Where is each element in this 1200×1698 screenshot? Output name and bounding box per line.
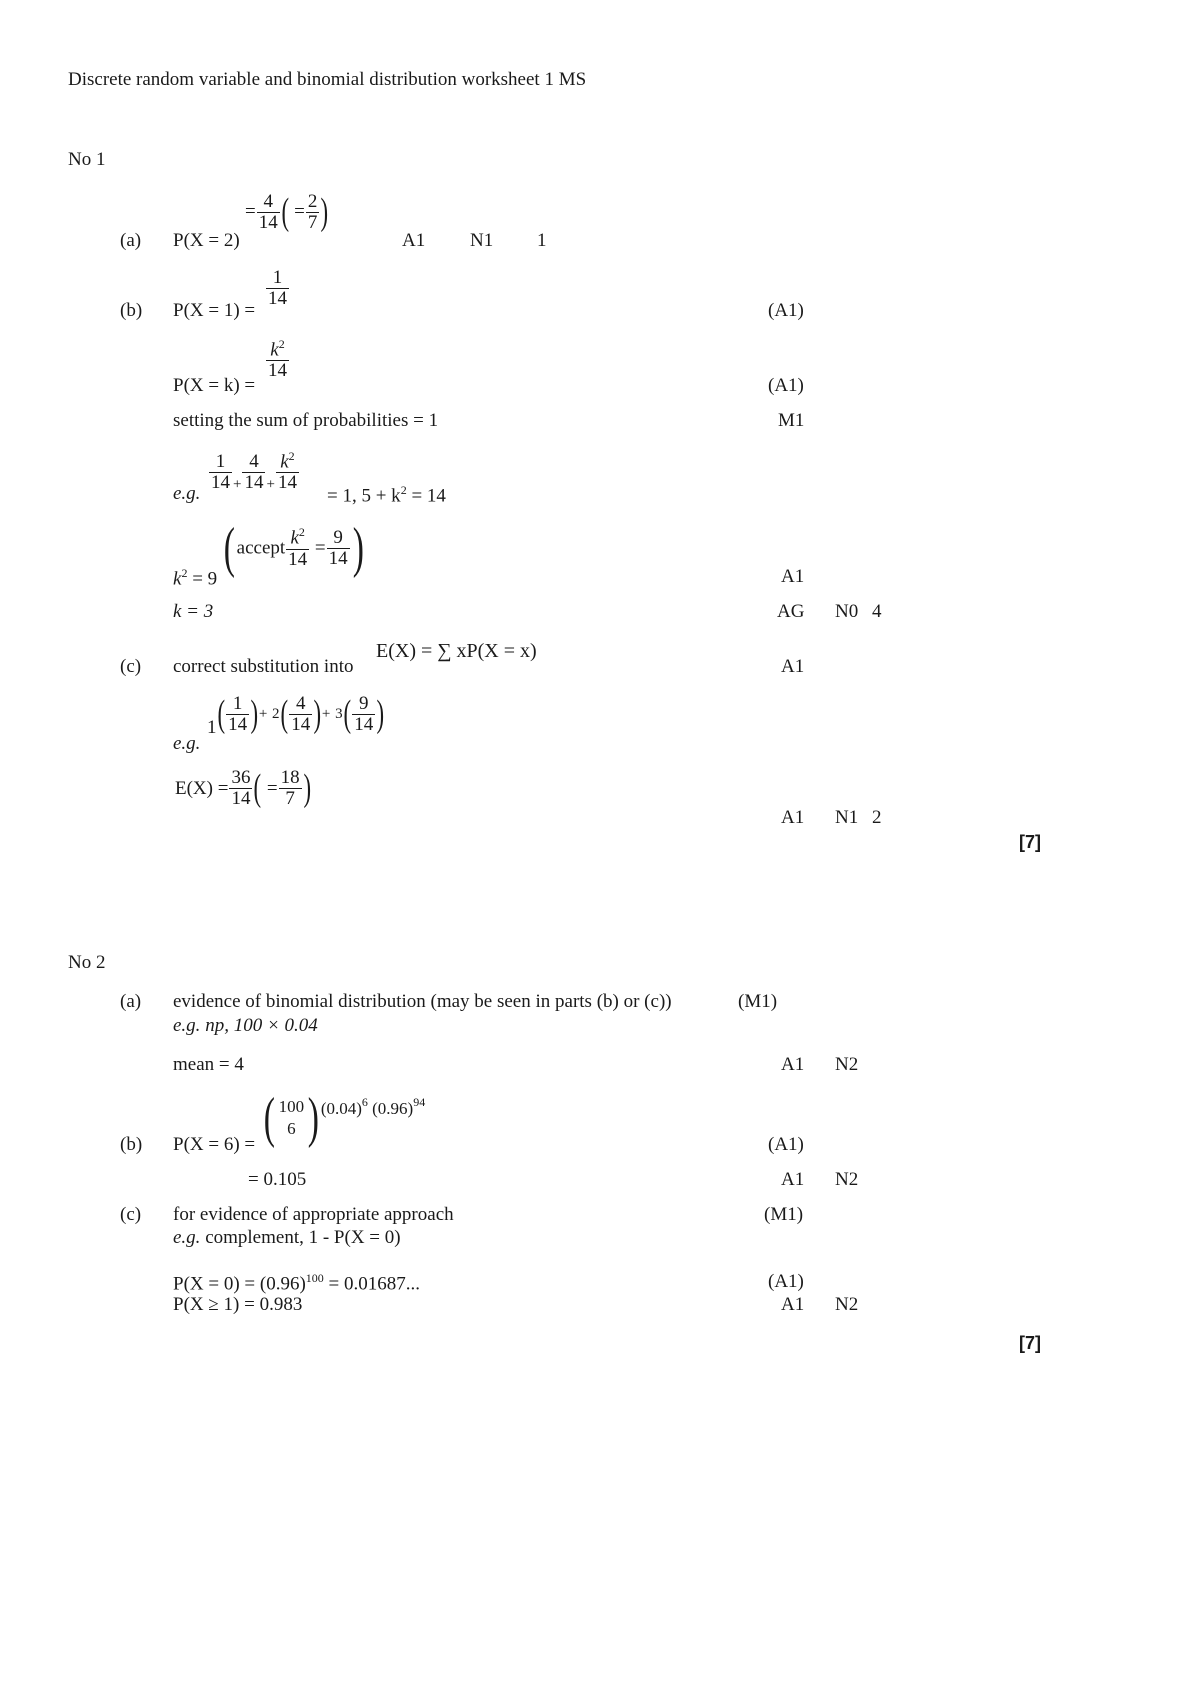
q1b-line1-mark: (A1) [768,300,804,321]
q1b-line2-lhs: P(X = k) = [173,375,256,396]
q2a-eg-line: e.g. np, 100 × 0.04 [173,1015,318,1036]
q1c-eg-expression: 1( $\frac{1}{14}$ )+ 2( $\frac{4}{14}$ )+ 3( $\frac{9}{14}$ ) [207,693,385,738]
q1a-mark-2: N1 [470,230,494,251]
q1c-mark-1: A1 [781,807,805,828]
q1a-alt-num: 2 [307,191,318,212]
q1-part-b-label: (b) [120,300,143,321]
document-title: Discrete random variable and binomial distribution worksheet 1 MS [68,69,587,90]
q2b-mark-2: A1 [781,1169,805,1190]
q1b-eg-sum: $\frac{1}{14}$ + $\frac{4}{14}$ + $\frac{k^2}{14}$ [211,449,297,494]
q1c-formula: E(X) = ∑ xP(X = x) [376,640,537,662]
q2c-line3-mark: (A1) [768,1271,804,1292]
q1-total-marks: [7] [1019,832,1041,852]
q1a-den: 14 [258,211,278,233]
q2c-mark-2: N2 [835,1294,859,1315]
q1b-line1-lhs: P(X = 1) = [173,300,256,321]
q2b-mark-1: (A1) [768,1134,804,1155]
q1b-eg: e.g. [173,483,201,504]
q1-part-a-label: (a) [120,230,142,251]
q1b-line2-pow: 2 [278,337,285,351]
q1c-line1-mark: A1 [781,656,805,677]
q1b-line3-mark: M1 [778,410,805,431]
q1b-line6-mark-3: 4 [872,601,882,622]
q2b-result: = 0.105 [248,1169,307,1190]
q2b-mark-3: N2 [835,1169,859,1190]
q2c-mark-1: A1 [781,1294,805,1315]
q1a-mark-3: 1 [537,230,547,251]
q2b-binomial-expression: ( 100 6 ) $(0.04)^6$ $(0.96)^{94}$ [263,1087,426,1149]
q1b-line6: k = 3 [173,601,214,622]
q1b-line2-den: 14 [268,360,287,382]
q1a-mark-1: A1 [402,230,426,251]
q2c-line4: P(X ≥ 1) = 0.983 [173,1294,303,1315]
q1c-mark-2: N1 [835,807,859,828]
q2a-line1: evidence of binomial distribution (may be seen in parts (b) or (c)) [173,991,672,1012]
q1b-line6-mark-1: AG [777,601,805,622]
q2-part-b-label: (b) [120,1134,143,1155]
q1a-alt-den: 7 [307,211,318,233]
q1b-line1-den: 14 [268,287,287,309]
q1b-line2-frac [265,338,290,381]
q1c-result: E(X) = $\frac{36}{14}$ ( = $\frac{18}{7}$ ) [175,767,311,810]
q1b-line1-num: 1 [272,267,283,288]
q1a-expression: = $\frac{4}{14}$ ( = $\frac{2}{7}$ ) [245,191,329,234]
q1a-alt-eq: = [294,200,305,222]
q1c-mark-3: 2 [872,807,882,828]
q1c-line1: correct substitution into [173,656,354,677]
q1b-line2-num: k [270,339,279,361]
q2b-lhs: P(X = 6) = [173,1134,256,1155]
q2a-mean: mean = 4 [173,1054,244,1075]
q1b-line2-mark: (A1) [768,375,804,396]
q1-part-c-label: (c) [120,656,142,677]
q2-part-c-label: (c) [120,1204,142,1225]
q1b-line6-mark-2: N0 [835,601,859,622]
q2a-line1-mark: (M1) [738,991,778,1012]
q1b-accept-expression: (accept $\frac{k^2}{14}$ = $\frac{9}{14}$ ) [223,517,364,579]
q1b-line5-mark: A1 [781,566,805,587]
q1a-eq: = [245,200,256,222]
q2-part-a-label: (a) [120,991,142,1012]
q1b-eg-tail: = 1, $5 + k^2 = 14$ [327,483,446,507]
q2a-mark-2: N2 [835,1054,859,1075]
q2c-line3: $P(X = 0) = (0.96)^{100} = 0.01687$... [173,1271,420,1295]
q2a-mark-1: A1 [781,1054,805,1075]
q2c-eg-line: e.g. complement, 1 - P(X = 0) [173,1227,401,1248]
q1c-eg: e.g. [173,733,201,754]
q2c-line1: for evidence of appropriate approach [173,1204,454,1225]
question-2-heading: No 2 [68,952,106,973]
q2c-line1-mark: (M1) [764,1204,804,1225]
q2-total-marks: [7] [1019,1333,1041,1353]
question-1-heading: No 1 [68,149,106,170]
q1b-accept-word: accept [236,537,286,559]
q1a-num: 4 [263,191,273,212]
q1b-line1-frac [265,268,290,309]
q1a-lhs: P(X = 2) [173,230,240,251]
q1b-line5: $k^2 = 9$ [173,566,218,590]
q1b-line3: setting the sum of probabilities = 1 [173,410,439,431]
